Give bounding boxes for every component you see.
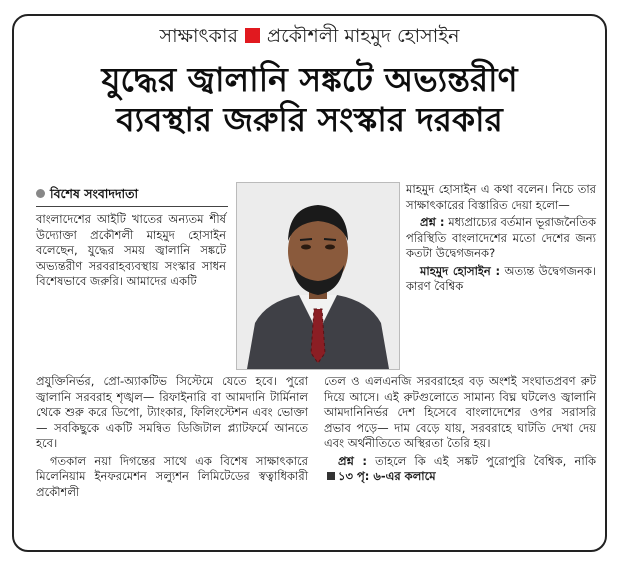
- answer-1-label: মাহমুদ হোসাইন :: [420, 263, 501, 278]
- question-2-label: প্রশ্ন :: [338, 453, 367, 468]
- left-column: [36, 212, 226, 290]
- bullet-icon: [36, 189, 45, 198]
- kicker-section: সাক্ষাৎকার: [159, 25, 238, 47]
- kicker: [14, 22, 605, 54]
- paragraph-intro-continued: প্রযুক্তিনির্ভর, প্রো-অ্যাকটিভ সিস্টেমে যেতে হবে। পুরো জ্বালানি সরবরাহ শৃঙ্খল— রিফাইনারি বা আমদানি টার্মিনাল থেকে শুরু করে ডিপো, ট্যাংকার, ফিলিংস্টেশন এবং ভোক্তা— সবকিছুকে একটি সমন্বিত ডিজিটাল প্ল্যাটফর্মে আনতে হবে।: [36, 374, 308, 450]
- paragraph-intro: বাংলাদেশের আইটি খাতের অন্যতম শীর্ষ উদ্যোক্তা প্রকৌশলী মাহমুদ হোসাইন বলেছেন, যুদ্ধের সময় জ্বালানি সঙ্কটে অভ্যন্তরীণ সরবরাহব্যবস্থায় সংস্কার সাধন বিশেষভাবে জরুরি। আমাদের একটি: [36, 212, 226, 288]
- black-square-icon: [327, 472, 335, 480]
- headline-line-1: যুদ্ধের জ্বালানি সঙ্কটে অভ্যন্তরীণ: [101, 60, 518, 99]
- byline: [36, 186, 138, 206]
- question-2: [324, 454, 596, 485]
- question-1: [406, 215, 596, 262]
- question-2-text: তাহলে কি এই সঙ্কট পুরোপুরি বৈশ্বিক, নাকি: [375, 453, 596, 468]
- portrait-illustration: [237, 183, 399, 369]
- byline-divider: [36, 206, 228, 207]
- portrait-photo: [236, 182, 400, 370]
- paragraph-interview-context: গতকাল নয়া দিগন্তের সাথে এক বিশেষ সাক্ষাৎকারে মিলেনিয়াম ইনফরমেশন সল্যুশন লিমিটেডের স্বত্বাধিকারী প্রকৌশলী: [36, 453, 308, 499]
- paragraph-lead-out: মাহমুদ হোসাইন এ কথা বলেন। নিচে তার সাক্ষাৎকারের বিস্তারিত দেয়া হলো—: [406, 182, 596, 212]
- headline: [14, 60, 605, 140]
- right-column: [406, 182, 596, 295]
- question-1-text: মধ্যপ্রাচ্যের বর্তমান ভূরাজনৈতিক পরিস্থিতি বাংলাদেশের মতো দেশের জন্য কতটা উদ্বেগজনক?: [406, 215, 596, 260]
- kicker-name: প্রকৌশলী মাহমুদ হোসাইন: [266, 25, 460, 47]
- continued-jump: [324, 469, 436, 483]
- question-1-label: প্রশ্ন :: [420, 215, 445, 229]
- bottom-right-column: [324, 374, 596, 485]
- answer-1-text: অত্যন্ত উদ্বেগজনক। কারণ বৈশ্বিক: [406, 263, 596, 293]
- news-clipping: [12, 14, 607, 552]
- continued-jump-text: ১৩ পৃ: ৬-এর কলামে: [338, 469, 436, 483]
- answer-1-continued: তেল ও এলএনজি সরবরাহের বড় অংশই সংঘাতপ্রবণ রুট দিয়ে আসে। এই রুটগুলোতে সামান্য বিঘ্ন ঘটলেও জ্বালানি আমদানিনির্ভর দেশ হিসেবে বাংলাদেশের ওপর সরাসরি প্রভাব পড়ে— দাম বেড়ে যায়, সরবরাহে ঘাটতি দেখা দেয় এবং অর্থনীতিতে অস্থিরতা তৈরি হয়।: [324, 374, 596, 450]
- red-square-icon: [245, 28, 260, 43]
- headline-line-2: ব্যবস্থার জরুরি সংস্কার দরকার: [116, 100, 503, 139]
- byline-text: বিশেষ সংবাদদাতা: [50, 186, 139, 201]
- answer-1: [406, 264, 596, 295]
- bottom-left-column: [36, 374, 308, 500]
